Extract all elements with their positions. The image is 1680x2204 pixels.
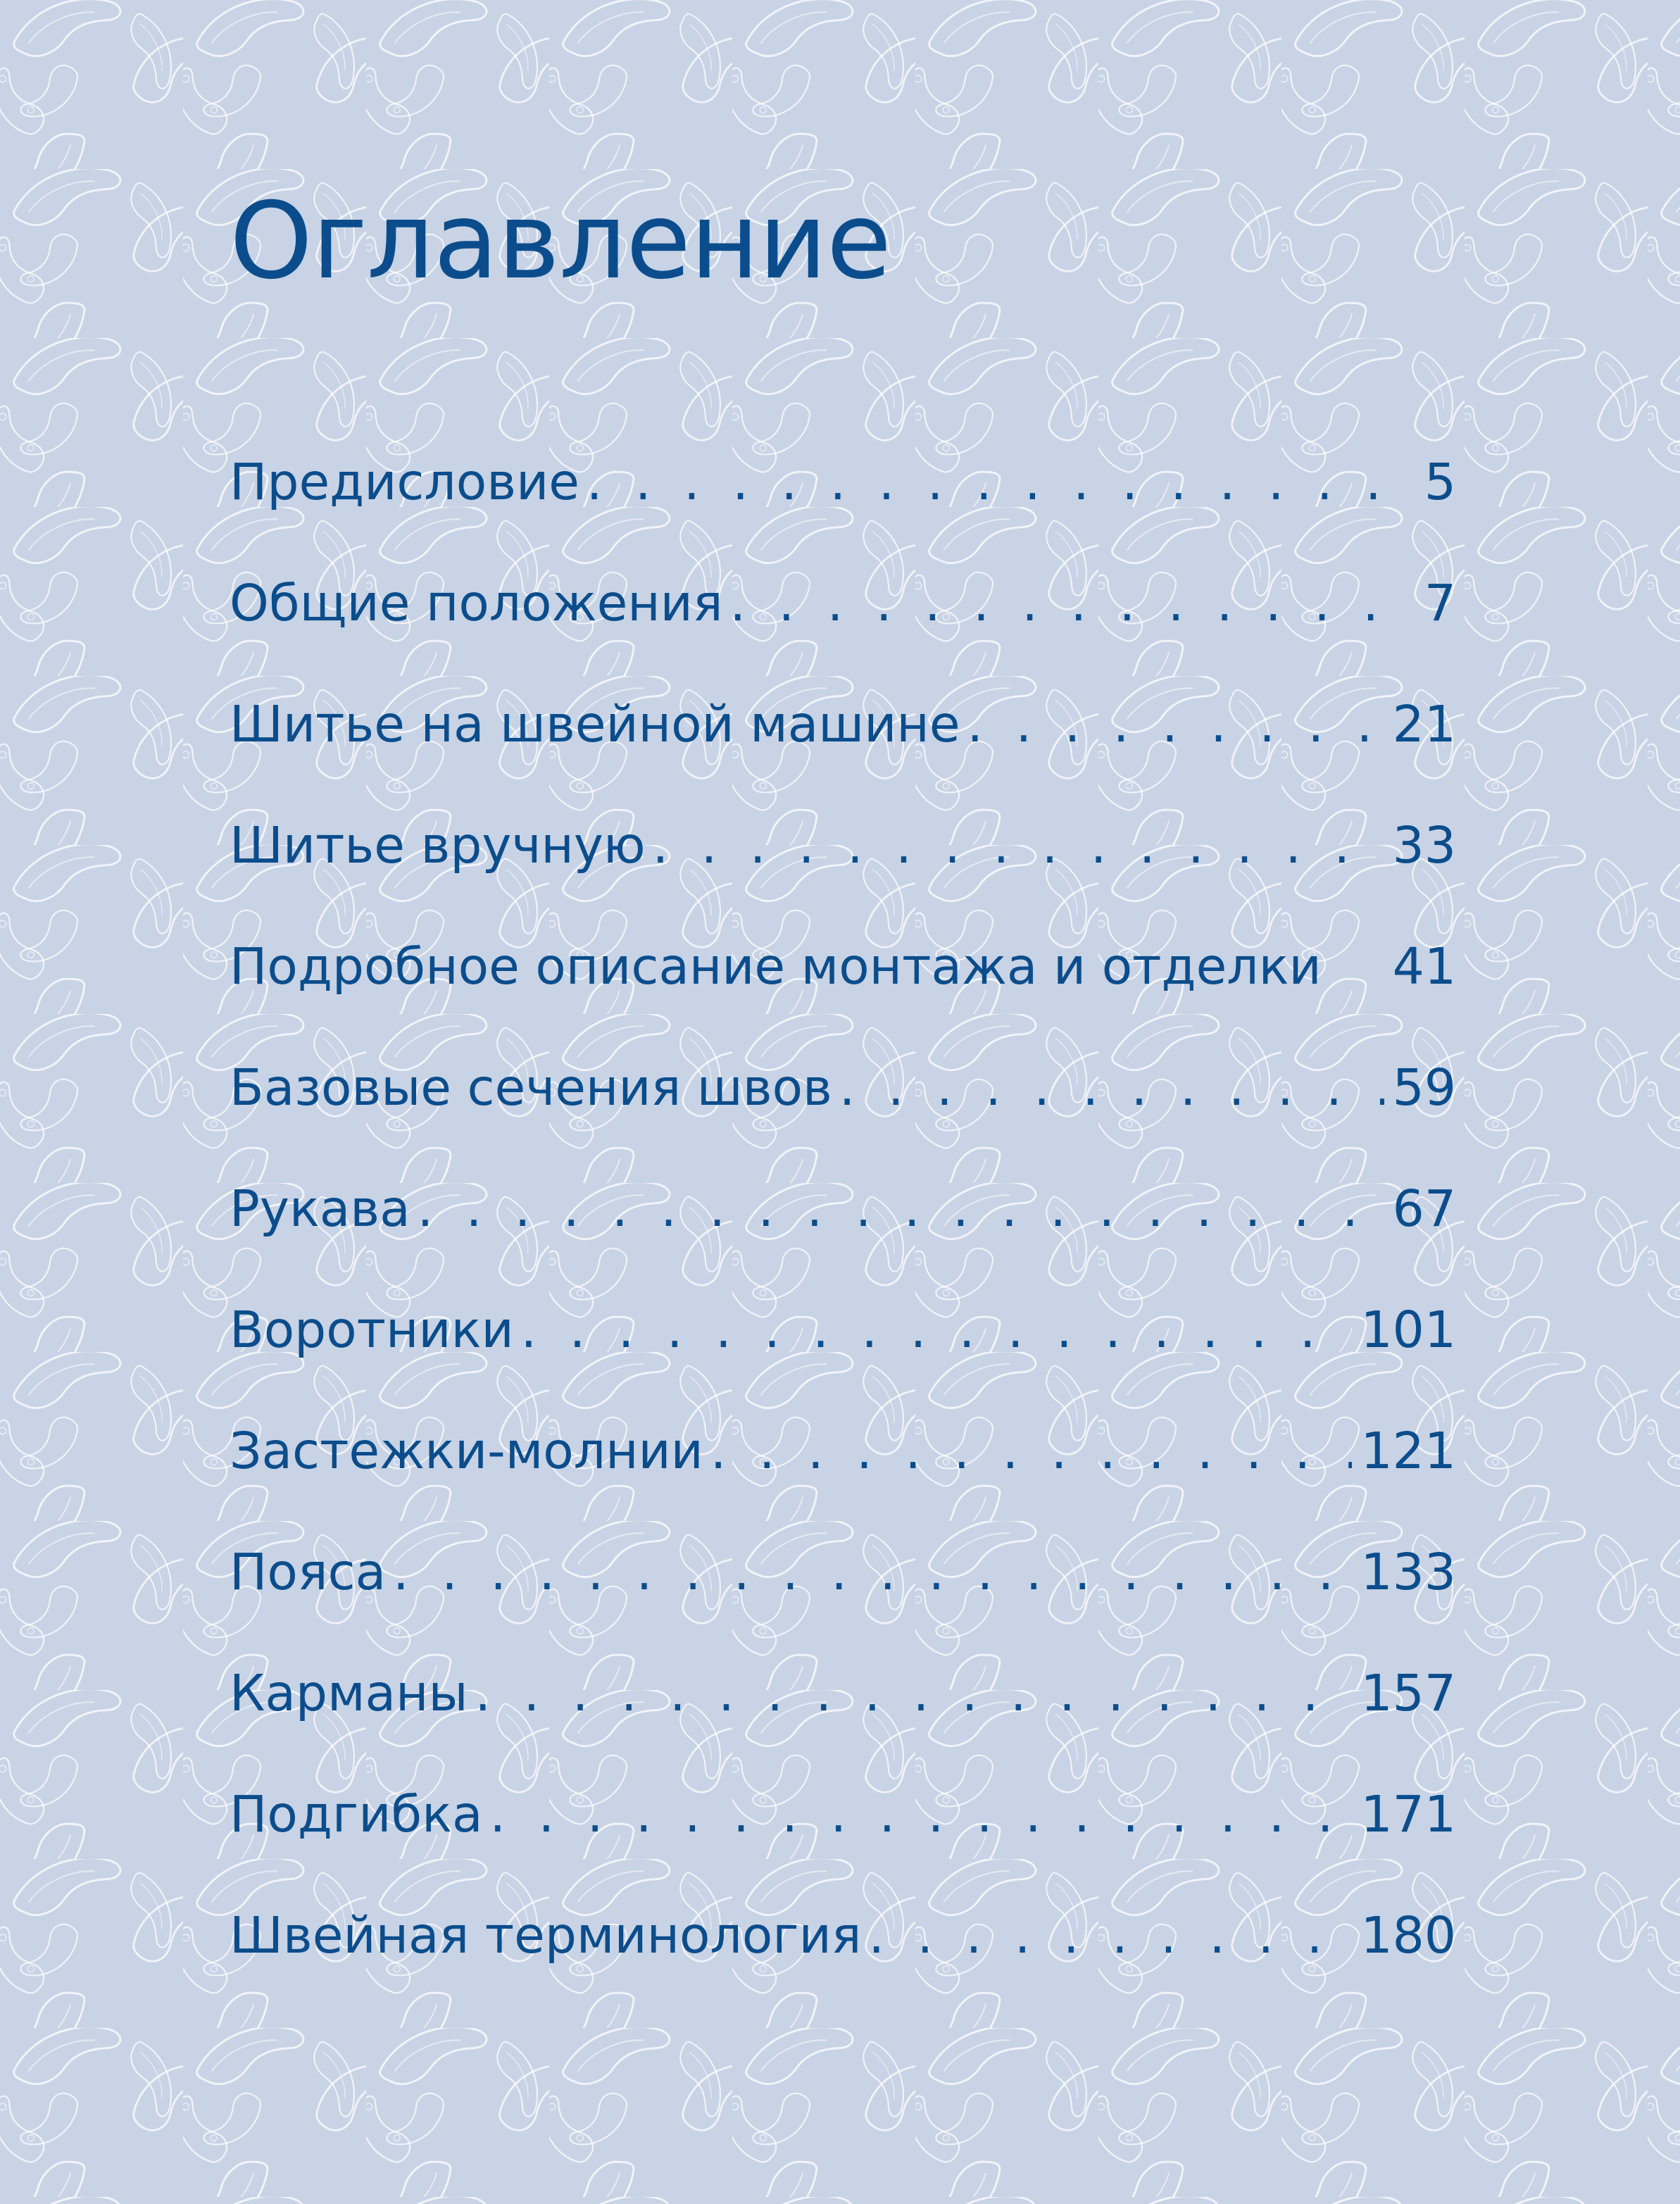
dot-leader <box>967 682 1384 767</box>
toc-entry-title: Швейная терминология <box>230 1906 862 1965</box>
toc-entry-page: 157 <box>1360 1664 1456 1722</box>
dot-leader <box>839 1046 1384 1130</box>
toc-entry-page: 133 <box>1360 1543 1456 1601</box>
toc-entry <box>230 1409 1456 1530</box>
toc-entry-title: Подгибка <box>230 1785 483 1843</box>
toc-entry-title: Предисловие <box>230 453 579 511</box>
toc-entry-title: Общие положения <box>230 574 723 632</box>
toc-entry <box>230 1530 1456 1651</box>
toc-entry-title: Пояса <box>230 1543 387 1601</box>
toc-entry-page: 7 <box>1424 574 1456 632</box>
toc-entry <box>230 1651 1456 1772</box>
page-title: Оглавление <box>230 180 891 303</box>
toc-entry-page: 101 <box>1360 1301 1456 1359</box>
toc-entry-title: Карманы <box>230 1664 468 1722</box>
toc-entry <box>230 1167 1456 1288</box>
toc-entry-page: 171 <box>1360 1785 1456 1843</box>
toc-entry-page: 67 <box>1392 1179 1456 1238</box>
toc-entry-title: Рукава <box>230 1179 410 1238</box>
toc-entry <box>230 1772 1456 1893</box>
toc-entry-page: 41 <box>1392 937 1456 996</box>
toc-entry <box>230 925 1456 1046</box>
dot-leader <box>490 1772 1353 1857</box>
toc-entry <box>230 440 1456 561</box>
dot-leader <box>393 1530 1352 1615</box>
toc-entry-page: 5 <box>1424 453 1456 511</box>
toc-entry-title: Воротники <box>230 1301 514 1359</box>
toc-entry-page: 180 <box>1360 1906 1456 1965</box>
dot-leader <box>521 1288 1353 1372</box>
toc-entry <box>230 1893 1456 2015</box>
toc-entry-page: 21 <box>1392 695 1456 753</box>
dot-leader <box>710 1409 1353 1494</box>
toc-entry <box>230 561 1456 682</box>
dot-leader <box>418 1167 1384 1251</box>
toc-entry-title: Базовые сечения швов <box>230 1058 832 1117</box>
toc-entry-page: 59 <box>1392 1058 1456 1117</box>
dot-leader <box>868 1893 1352 1978</box>
toc-entry <box>230 1046 1456 1167</box>
toc-entry <box>230 1288 1456 1409</box>
toc-entry <box>230 803 1456 925</box>
toc-list <box>230 440 1456 2015</box>
toc-entry-title: Шитье на швейной машине <box>230 695 960 753</box>
dot-leader <box>653 803 1384 888</box>
toc-entry <box>230 682 1456 803</box>
toc-entry-title: Шитье вручную <box>230 816 646 875</box>
dot-leader <box>730 561 1416 646</box>
toc-entry-title: Застежки-молнии <box>230 1422 703 1480</box>
toc-entry-page: 33 <box>1392 816 1456 875</box>
toc-entry-page: 121 <box>1360 1422 1456 1480</box>
dot-leader <box>587 440 1416 525</box>
toc-entry-title: Подробное описание монтажа и отделки <box>230 937 1322 996</box>
dot-leader <box>475 1651 1353 1736</box>
